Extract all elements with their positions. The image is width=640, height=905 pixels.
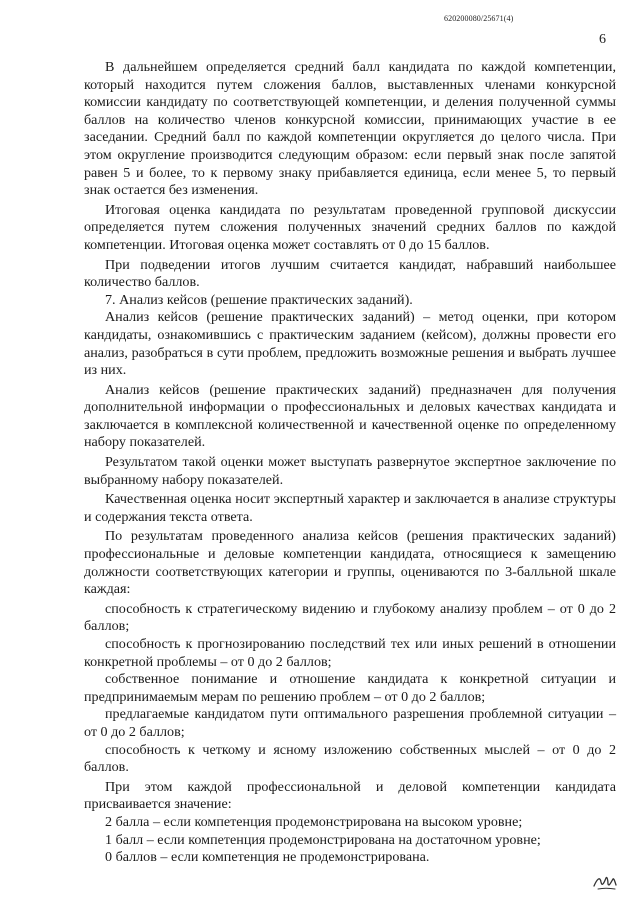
paragraph-competency-scale: По результатам проведенного анализа кейсов (решения практических заданий) профессиональные и деловые компетенции кандидата, относящиеся к замещению должности соответствующих категории и группы, оцениваются по 3-балльной шкале каждая: [84,528,616,598]
paragraph-best-candidate: При подведении итогов лучшим считается кандидат, набравший наибольшее количество баллов. [84,256,616,291]
paragraph-case-purpose: Анализ кейсов (решение практических заданий) предназначен для получения дополнительной информации о профессиональных и деловых качествах кандидата и заключается в комплексной количественной и качественной оценке по определенному набору показателей. [84,381,616,451]
document-code: 620200080/25671(4) [444,14,514,23]
paragraph-qualitative-assessment: Качественная оценка носит экспертный характер и заключается в анализе структуры и содержания текста ответа. [84,491,616,525]
list-item-clear-expression: способность к четкому и ясному изложению собственных мыслей – от 0 до 2 баллов. [84,741,616,776]
paragraph-final-score: Итоговая оценка кандидата по результатам проведенной групповой дискуссии определяется путем сложения полученных значений средних баллов по каждой компетенции. Итоговая оценка может составлять от 0 до 15 баллов. [84,201,616,253]
document-body [84,59,616,867]
section-heading-case-analysis: 7. Анализ кейсов (решение практических заданий). [105,291,413,308]
paragraph-case-method: Анализ кейсов (решение практических заданий) – метод оценки, при котором кандидаты, ознакомившись с практическим заданием (кейсом), должны провести его анализ, разобраться в сути проблем, предложить возможные решения и выбрать лучшее из них. [84,309,616,379]
score-level-1: 1 балл – если компетенция продемонстрирована на достаточном уровне; [105,831,541,848]
paragraph-score-assignment: При этом каждой профессиональной и деловой компетенции кандидата присваивается значение: [84,778,616,813]
handwritten-initials-mark [592,870,618,892]
list-item-strategic-vision: способность к стратегическому видению и глубокому анализу проблем – от 0 до 2 баллов; [84,600,616,635]
paragraph-expert-conclusion: Результатом такой оценки может выступать развернутое экспертное заключение по выбранному набору показателей. [84,454,616,488]
list-item-forecasting: способность к прогнозированию последствий тех или иных решений в отношении конкретной проблемы – от 0 до 2 баллов; [84,636,616,670]
list-item-own-understanding: собственное понимание и отношение кандидата к конкретной ситуации и предпринимаемым мерам по решению проблем – от 0 до 2 баллов; [84,671,616,705]
page-number: 6 [599,32,606,47]
score-level-0: 0 баллов – если компетенция не продемонстрирована. [105,849,430,866]
list-item-resolution-paths: предлагаемые кандидатом пути оптимального разрешения проблемной ситуации – от 0 до 2 баллов; [84,706,616,740]
score-level-2: 2 балла – если компетенция продемонстрирована на высоком уровне; [105,813,523,830]
paragraph-average-score: В дальнейшем определяется средний балл кандидата по каждой компетенции, который находится путем сложения баллов, выставленных членами конкурсной комиссии кандидату по соответствующей компетенции, и деления полученной суммы баллов на количество членов конкурсной комиссии, принимающих участие в ее заседании. Средний балл по каждой компетенции округляется до целого числа. При этом округление производится следующим образом: если первый знак после запятой равен 5 и более, то к первому знаку прибавляется единица, если менее 5, то первый знак остается без изменения. [84,59,616,199]
